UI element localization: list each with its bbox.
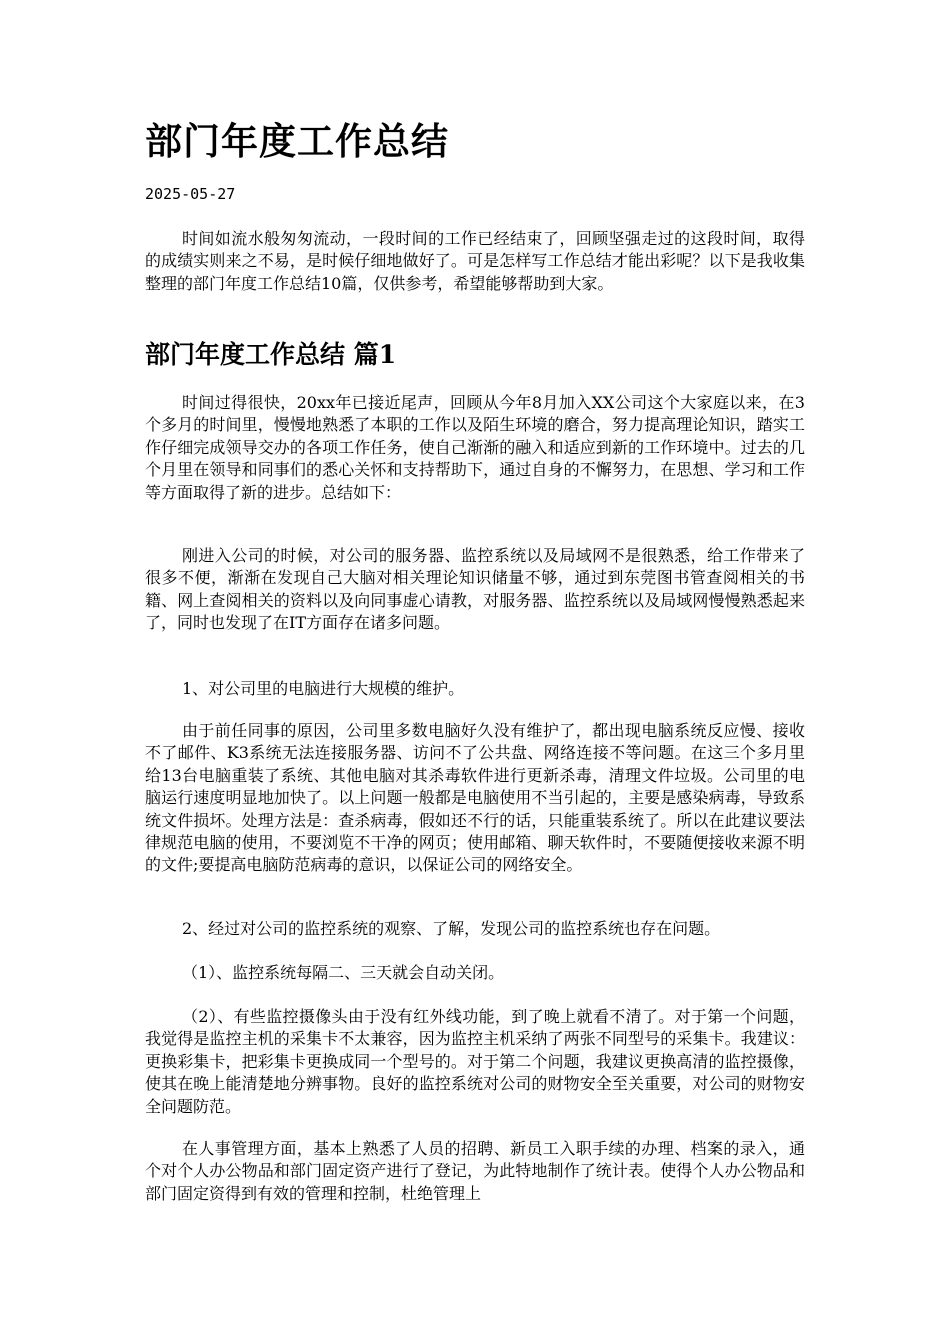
section-title: 部门年度工作总结 篇1 xyxy=(145,340,397,369)
numbered-item: 1、对公司里的电脑进行大规模的维护。 xyxy=(182,679,465,698)
intro-paragraph: 时间如流水般匆匆流动，一段时间的工作已经结束了，回顾坚强走过的这段时间，取得的成绩实则来之不易，是时候仔细地做好了。可是怎样写工作总结才能出彩呢？以下是我收集整理的部门年度工作总结10篇，仅供参考，希望能够帮助到大家。 xyxy=(145,229,805,293)
body-paragraph: 在人事管理方面，基本上熟悉了人员的招聘、新员工入职手续的办理、档案的录入，通个对个人办公物品和部门固定资产进行了登记，为此特地制作了统计表。使得个人办公物品和部门固定资得到有效的管理和控制，杜绝管理上 xyxy=(145,1139,805,1203)
body-paragraph: （2）、有些监控摄像头由于没有红外线功能，到了晚上就看不清了。对于第一个问题，我觉得是监控主机的采集卡不太兼容，因为监控主机采纳了两张不同型号的采集卡。我建议：更换彩集卡，把彩集卡更换成同一个型号的。对于第二个问题，我建议更换高清的监控摄像，使其在晚上能清楚地分辨事物。良好的监控系统对公司的财物安全至关重要，对公司的财物安全问题防范。 xyxy=(145,1007,805,1116)
body-paragraph: 时间过得很快，20xx年已接近尾声，回顾从今年8月加入XX公司这个大家庭以来，在3个多月的时间里，慢慢地熟悉了本职的工作以及陌生环境的磨合，努力提高理论知识，踏实工作仔细完成领导交办的各项工作任务，使自己渐渐的融入和适应到新的工作环境中。过去的几个月里在领导和同事们的悉心关怀和支持帮助下，通过自身的不懈努力，在思想、学习和工作等方面取得了新的进步。总结如下： xyxy=(145,393,805,502)
body-paragraph: 刚进入公司的时候，对公司的服务器、监控系统以及局域网不是很熟悉，给工作带来了很多不便，渐渐在发现自己大脑对相关理论知识储量不够，通过到东莞图书管查阅相关的书籍、网上查阅相关的资料以及向同事虚心请教，对服务器、监控系统以及局域网慢慢熟悉起来了，同时也发现了在IT方面存在诸多问题。 xyxy=(145,546,805,633)
sub-item: （1）、监控系统每隔二、三天就会自动关闭。 xyxy=(182,963,505,982)
numbered-item: 2、经过对公司的监控系统的观察、了解，发现公司的监控系统也存在问题。 xyxy=(182,919,721,938)
document-title: 部门年度工作总结 xyxy=(145,119,449,163)
body-paragraph: 由于前任同事的原因，公司里多数电脑好久没有维护了，都出现电脑系统反应慢、接收不了邮件、K3系统无法连接服务器、访问不了公共盘、网络连接不等问题。在这三个多月里给13台电脑重装了系统、其他电脑对其杀毒软件进行更新杀毒，清理文件垃圾。公司里的电脑运行速度明显地加快了。以上问题一般都是电脑使用不当引起的，主要是感染病毒，导致系统文件损坏。处理方法是：查杀病毒，假如还不行的话，只能重装系统了。所以在此建议要法律规范电脑的使用，不要浏览不干净的网页；使用邮箱、聊天软件时，不要随便接收来源不明的文件;要提高电脑防范病毒的意识，以保证公司的网络安全。 xyxy=(145,721,805,875)
document-date: 2025-05-27 xyxy=(145,185,236,203)
